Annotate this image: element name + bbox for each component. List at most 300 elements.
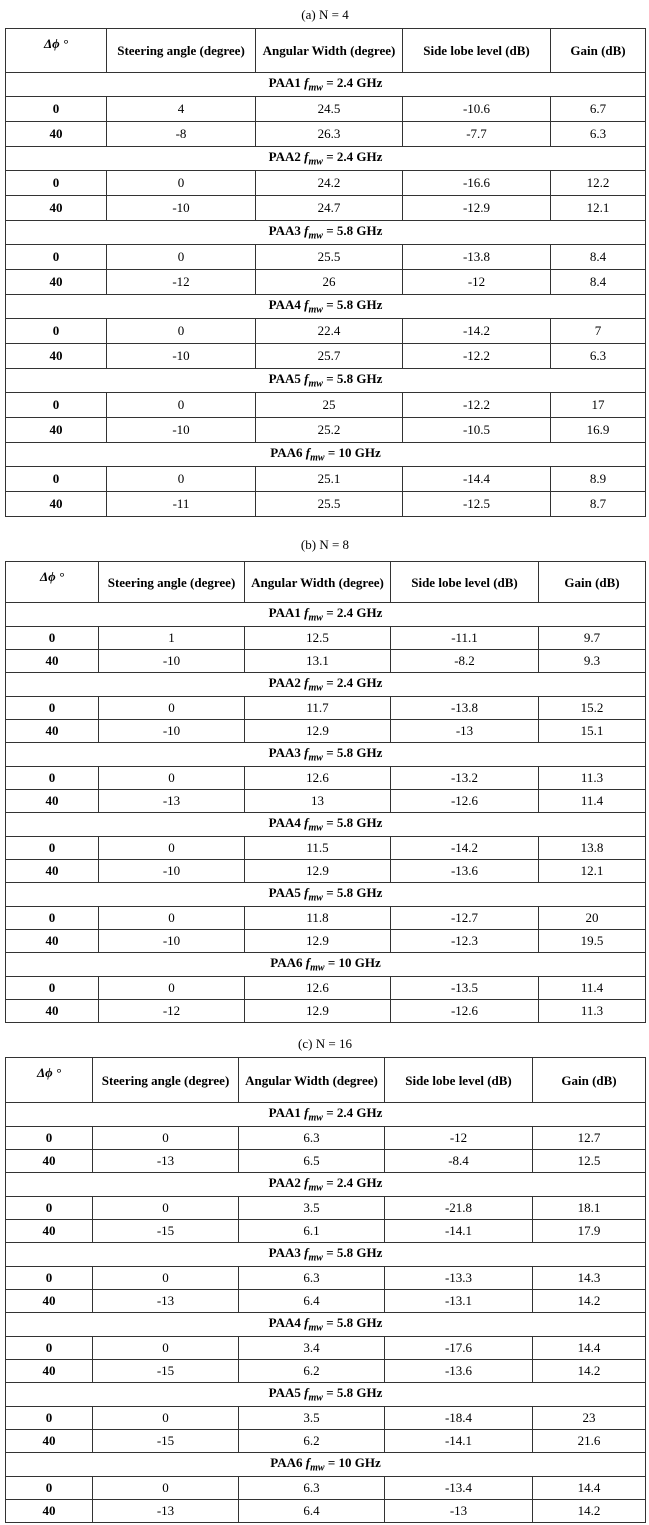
- cell-side-lobe-level: -13: [385, 1500, 533, 1523]
- cell-side-lobe-level: -12.2: [403, 344, 551, 369]
- cell-side-lobe-level: -13.3: [385, 1267, 533, 1290]
- cell-gain: 15.1: [539, 720, 646, 743]
- group-frequency: = 5.8 GHz: [326, 1245, 383, 1261]
- group-row: [6, 743, 646, 767]
- group-frequency: = 10 GHz: [327, 445, 381, 461]
- cell-gain: 20: [539, 907, 646, 930]
- cell-steering-angle: 0: [93, 1127, 239, 1150]
- fmw-symbol: $f_{mw}$: [300, 675, 323, 694]
- group-name: PAA1: [268, 605, 301, 621]
- cell-delta-phi: 0: [6, 1267, 93, 1290]
- cell-delta-phi: 40: [6, 122, 107, 147]
- group-frequency: = 2.4 GHz: [326, 1105, 383, 1121]
- cell-angular-width: 6.1: [239, 1220, 385, 1243]
- cell-delta-phi: 40: [6, 1290, 93, 1313]
- group-name: PAA4: [268, 1315, 301, 1331]
- header-delta-phi: Δϕ °: [6, 29, 107, 73]
- cell-steering-angle: 1: [99, 627, 245, 650]
- group-row: [6, 73, 646, 97]
- cell-gain: 12.1: [551, 196, 646, 221]
- group-row: [6, 673, 646, 697]
- group-name: PAA5: [268, 1385, 301, 1401]
- table-row: [6, 319, 646, 344]
- cell-steering-angle: 4: [107, 97, 256, 122]
- cell-steering-angle: 0: [99, 697, 245, 720]
- cell-gain: 14.3: [533, 1267, 646, 1290]
- group-label: [6, 813, 646, 837]
- cell-delta-phi: 40: [6, 790, 99, 813]
- cell-side-lobe-level: -14.2: [391, 837, 539, 860]
- cell-angular-width: 13: [245, 790, 391, 813]
- group-label: [6, 1453, 646, 1477]
- header-side-lobe-level: Side lobe level (dB): [385, 1058, 533, 1103]
- cell-delta-phi: 0: [6, 627, 99, 650]
- group-name: PAA5: [268, 885, 301, 901]
- cell-side-lobe-level: -13.2: [391, 767, 539, 790]
- group-row: [6, 1243, 646, 1267]
- cell-gain: 14.2: [533, 1500, 646, 1523]
- cell-steering-angle: 0: [93, 1197, 239, 1220]
- cell-side-lobe-level: -10.6: [403, 97, 551, 122]
- group-frequency: = 5.8 GHz: [326, 815, 383, 831]
- cell-delta-phi: 40: [6, 492, 107, 517]
- group-row: [6, 221, 646, 245]
- cell-steering-angle: -10: [107, 418, 256, 443]
- cell-angular-width: 12.9: [245, 1000, 391, 1023]
- cell-steering-angle: 0: [93, 1337, 239, 1360]
- cell-side-lobe-level: -12.6: [391, 790, 539, 813]
- cell-gain: 23: [533, 1407, 646, 1430]
- cell-gain: 14.4: [533, 1337, 646, 1360]
- group-row: [6, 1453, 646, 1477]
- table-row: [6, 1430, 646, 1453]
- cell-delta-phi: 0: [6, 907, 99, 930]
- cell-gain: 6.3: [551, 122, 646, 147]
- cell-steering-angle: -10: [99, 860, 245, 883]
- table-row: [6, 1150, 646, 1173]
- group-row: [6, 603, 646, 627]
- cell-delta-phi: 0: [6, 697, 99, 720]
- table-row: [6, 790, 646, 813]
- cell-angular-width: 12.9: [245, 930, 391, 953]
- cell-delta-phi: 40: [6, 1150, 93, 1173]
- fmw-symbol: $f_{mw}$: [302, 445, 325, 464]
- table-row: [6, 1407, 646, 1430]
- table-caption: (a) N = 4: [301, 7, 349, 22]
- cell-gain: 19.5: [539, 930, 646, 953]
- cell-steering-angle: -10: [107, 344, 256, 369]
- cell-angular-width: 6.2: [239, 1430, 385, 1453]
- cell-steering-angle: -13: [93, 1290, 239, 1313]
- group-frequency: = 5.8 GHz: [326, 885, 383, 901]
- table-row: [6, 97, 646, 122]
- cell-side-lobe-level: -11.1: [391, 627, 539, 650]
- group-frequency: = 2.4 GHz: [326, 149, 383, 165]
- fmw-symbol: $f_{mw}$: [300, 149, 323, 168]
- cell-side-lobe-level: -12.9: [403, 196, 551, 221]
- cell-delta-phi: 0: [6, 1127, 93, 1150]
- cell-gain: 17.9: [533, 1220, 646, 1243]
- header-row: [6, 29, 646, 73]
- group-frequency: = 5.8 GHz: [326, 371, 383, 387]
- cell-side-lobe-level: -13.8: [403, 245, 551, 270]
- cell-gain: 9.7: [539, 627, 646, 650]
- group-label: [6, 295, 646, 319]
- cell-steering-angle: 0: [107, 319, 256, 344]
- header-row: [6, 1058, 646, 1103]
- cell-steering-angle: 0: [99, 837, 245, 860]
- group-label: [6, 1383, 646, 1407]
- cell-side-lobe-level: -12: [403, 270, 551, 295]
- cell-steering-angle: -15: [93, 1430, 239, 1453]
- table-row: [6, 1267, 646, 1290]
- fmw-symbol: $f_{mw}$: [300, 223, 323, 242]
- table-row: [6, 467, 646, 492]
- group-frequency: = 5.8 GHz: [326, 1315, 383, 1331]
- cell-steering-angle: -11: [107, 492, 256, 517]
- cell-delta-phi: 0: [6, 393, 107, 418]
- cell-gain: 11.4: [539, 977, 646, 1000]
- header-angular-width: Angular Width (degree): [245, 562, 391, 603]
- cell-angular-width: 24.2: [256, 171, 403, 196]
- cell-side-lobe-level: -12.6: [391, 1000, 539, 1023]
- fmw-symbol: $f_{mw}$: [302, 1455, 325, 1474]
- group-name: PAA4: [268, 815, 301, 831]
- cell-side-lobe-level: -13: [391, 720, 539, 743]
- table-caption: (c) N = 16: [298, 1036, 352, 1051]
- cell-angular-width: 25: [256, 393, 403, 418]
- table-row: [6, 393, 646, 418]
- cell-steering-angle: -15: [93, 1220, 239, 1243]
- cell-gain: 11.4: [539, 790, 646, 813]
- cell-angular-width: 25.1: [256, 467, 403, 492]
- table-row: [6, 1000, 646, 1023]
- cell-steering-angle: 0: [99, 767, 245, 790]
- group-label: [6, 603, 646, 627]
- cell-delta-phi: 0: [6, 245, 107, 270]
- cell-angular-width: 12.9: [245, 720, 391, 743]
- group-name: PAA3: [268, 223, 301, 239]
- cell-gain: 11.3: [539, 1000, 646, 1023]
- group-label: [6, 221, 646, 245]
- cell-angular-width: 11.5: [245, 837, 391, 860]
- table-block: [5, 6, 645, 517]
- group-label: [6, 1243, 646, 1267]
- cell-side-lobe-level: -14.1: [385, 1220, 533, 1243]
- cell-angular-width: 25.5: [256, 245, 403, 270]
- group-frequency: = 10 GHz: [327, 1455, 381, 1471]
- cell-side-lobe-level: -10.5: [403, 418, 551, 443]
- table-row: [6, 344, 646, 369]
- header-side-lobe-level: Side lobe level (dB): [403, 29, 551, 73]
- cell-angular-width: 25.5: [256, 492, 403, 517]
- fmw-symbol: $f_{mw}$: [300, 1175, 323, 1194]
- cell-delta-phi: 40: [6, 344, 107, 369]
- table-block: [5, 1034, 645, 1523]
- cell-delta-phi: 40: [6, 270, 107, 295]
- table-row: [6, 907, 646, 930]
- table-row: [6, 270, 646, 295]
- cell-angular-width: 6.4: [239, 1290, 385, 1313]
- fmw-symbol: $f_{mw}$: [300, 75, 323, 94]
- cell-delta-phi: 40: [6, 418, 107, 443]
- cell-delta-phi: 0: [6, 1407, 93, 1430]
- cell-side-lobe-level: -13.8: [391, 697, 539, 720]
- cell-angular-width: 6.5: [239, 1150, 385, 1173]
- group-frequency: = 2.4 GHz: [326, 605, 383, 621]
- table-row: [6, 977, 646, 1000]
- cell-delta-phi: 0: [6, 1337, 93, 1360]
- cell-gain: 18.1: [533, 1197, 646, 1220]
- cell-steering-angle: -12: [99, 1000, 245, 1023]
- cell-delta-phi: 0: [6, 837, 99, 860]
- header-side-lobe-level: Side lobe level (dB): [391, 562, 539, 603]
- cell-angular-width: 3.5: [239, 1407, 385, 1430]
- cell-side-lobe-level: -14.1: [385, 1430, 533, 1453]
- table-row: [6, 860, 646, 883]
- cell-steering-angle: -13: [93, 1500, 239, 1523]
- header-gain: Gain (dB): [539, 562, 646, 603]
- cell-side-lobe-level: -21.8: [385, 1197, 533, 1220]
- fmw-symbol: $f_{mw}$: [300, 297, 323, 316]
- cell-angular-width: 3.4: [239, 1337, 385, 1360]
- cell-gain: 12.5: [533, 1150, 646, 1173]
- cell-delta-phi: 0: [6, 467, 107, 492]
- cell-side-lobe-level: -14.4: [403, 467, 551, 492]
- cell-angular-width: 11.8: [245, 907, 391, 930]
- group-frequency: = 10 GHz: [327, 955, 381, 971]
- table-row: [6, 767, 646, 790]
- cell-angular-width: 24.5: [256, 97, 403, 122]
- cell-delta-phi: 0: [6, 767, 99, 790]
- cell-steering-angle: 0: [93, 1407, 239, 1430]
- fmw-symbol: $f_{mw}$: [300, 1245, 323, 1264]
- cell-gain: 21.6: [533, 1430, 646, 1453]
- cell-gain: 8.9: [551, 467, 646, 492]
- cell-gain: 14.4: [533, 1477, 646, 1500]
- group-row: [6, 813, 646, 837]
- cell-side-lobe-level: -12.5: [403, 492, 551, 517]
- cell-delta-phi: 40: [6, 650, 99, 673]
- cell-steering-angle: 0: [107, 393, 256, 418]
- cell-delta-phi: 0: [6, 977, 99, 1000]
- group-label: [6, 1103, 646, 1127]
- group-row: [6, 1173, 646, 1197]
- cell-delta-phi: 40: [6, 1220, 93, 1243]
- cell-angular-width: 3.5: [239, 1197, 385, 1220]
- cell-side-lobe-level: -7.7: [403, 122, 551, 147]
- fmw-symbol: $f_{mw}$: [300, 605, 323, 624]
- header-steering-angle: Steering angle (degree): [99, 562, 245, 603]
- group-row: [6, 1103, 646, 1127]
- group-name: PAA2: [268, 675, 301, 691]
- cell-gain: 16.9: [551, 418, 646, 443]
- group-row: [6, 369, 646, 393]
- cell-angular-width: 12.9: [245, 860, 391, 883]
- group-name: PAA2: [268, 1175, 301, 1191]
- cell-gain: 11.3: [539, 767, 646, 790]
- table-row: [6, 1477, 646, 1500]
- group-frequency: = 5.8 GHz: [326, 745, 383, 761]
- cell-gain: 14.2: [533, 1290, 646, 1313]
- cell-angular-width: 26.3: [256, 122, 403, 147]
- cell-gain: 13.8: [539, 837, 646, 860]
- cell-side-lobe-level: -13.1: [385, 1290, 533, 1313]
- cell-side-lobe-level: -12.7: [391, 907, 539, 930]
- cell-angular-width: 25.7: [256, 344, 403, 369]
- group-label: [6, 369, 646, 393]
- group-row: [6, 443, 646, 467]
- table-caption: (b) N = 8: [300, 537, 350, 552]
- table-row: [6, 627, 646, 650]
- cell-delta-phi: 40: [6, 860, 99, 883]
- cell-steering-angle: -10: [99, 930, 245, 953]
- group-name: PAA6: [270, 955, 303, 971]
- results-table: [5, 561, 646, 1023]
- cell-side-lobe-level: -12.3: [391, 930, 539, 953]
- cell-side-lobe-level: -13.5: [391, 977, 539, 1000]
- cell-angular-width: 26: [256, 270, 403, 295]
- cell-side-lobe-level: -18.4: [385, 1407, 533, 1430]
- cell-side-lobe-level: -8.2: [391, 650, 539, 673]
- cell-delta-phi: 0: [6, 1477, 93, 1500]
- group-label: [6, 883, 646, 907]
- cell-angular-width: 12.6: [245, 767, 391, 790]
- group-name: PAA3: [268, 1245, 301, 1261]
- cell-angular-width: 13.1: [245, 650, 391, 673]
- group-name: PAA3: [268, 745, 301, 761]
- header-delta-phi: Δϕ °: [6, 562, 99, 603]
- cell-gain: 8.7: [551, 492, 646, 517]
- cell-delta-phi: 40: [6, 1000, 99, 1023]
- fmw-symbol: $f_{mw}$: [300, 885, 323, 904]
- cell-side-lobe-level: -14.2: [403, 319, 551, 344]
- results-table: [5, 1057, 646, 1523]
- group-label: [6, 1313, 646, 1337]
- table-row: [6, 196, 646, 221]
- group-name: PAA2: [268, 149, 301, 165]
- fmw-symbol: $f_{mw}$: [300, 815, 323, 834]
- cell-side-lobe-level: -13.6: [385, 1360, 533, 1383]
- group-row: [6, 1383, 646, 1407]
- header-gain: Gain (dB): [551, 29, 646, 73]
- cell-delta-phi: 0: [6, 171, 107, 196]
- cell-gain: 15.2: [539, 697, 646, 720]
- table-row: [6, 837, 646, 860]
- cell-steering-angle: 0: [99, 977, 245, 1000]
- cell-angular-width: 24.7: [256, 196, 403, 221]
- cell-gain: 9.3: [539, 650, 646, 673]
- cell-steering-angle: -15: [93, 1360, 239, 1383]
- group-label: [6, 1173, 646, 1197]
- table-row: [6, 697, 646, 720]
- group-label: [6, 743, 646, 767]
- table-row: [6, 245, 646, 270]
- cell-gain: 12.2: [551, 171, 646, 196]
- table-row: [6, 1500, 646, 1523]
- cell-steering-angle: -10: [107, 196, 256, 221]
- group-frequency: = 5.8 GHz: [326, 297, 383, 313]
- group-row: [6, 295, 646, 319]
- cell-delta-phi: 40: [6, 196, 107, 221]
- table-row: [6, 492, 646, 517]
- group-frequency: = 5.8 GHz: [326, 1385, 383, 1401]
- table-row: [6, 1360, 646, 1383]
- fmw-symbol: $f_{mw}$: [300, 745, 323, 764]
- cell-gain: 12.7: [533, 1127, 646, 1150]
- group-frequency: = 2.4 GHz: [326, 675, 383, 691]
- table-row: [6, 930, 646, 953]
- table-row: [6, 122, 646, 147]
- cell-delta-phi: 0: [6, 319, 107, 344]
- cell-angular-width: 25.2: [256, 418, 403, 443]
- cell-side-lobe-level: -8.4: [385, 1150, 533, 1173]
- group-frequency: = 2.4 GHz: [326, 1175, 383, 1191]
- cell-steering-angle: 0: [107, 171, 256, 196]
- cell-gain: 6.7: [551, 97, 646, 122]
- cell-delta-phi: 40: [6, 930, 99, 953]
- fmw-symbol: $f_{mw}$: [302, 955, 325, 974]
- cell-angular-width: 6.2: [239, 1360, 385, 1383]
- cell-steering-angle: -8: [107, 122, 256, 147]
- cell-delta-phi: 40: [6, 1360, 93, 1383]
- cell-side-lobe-level: -12.2: [403, 393, 551, 418]
- cell-gain: 12.1: [539, 860, 646, 883]
- table-row: [6, 1127, 646, 1150]
- header-angular-width: Angular Width (degree): [239, 1058, 385, 1103]
- header-angular-width: Angular Width (degree): [256, 29, 403, 73]
- group-frequency: = 5.8 GHz: [326, 223, 383, 239]
- cell-side-lobe-level: -13.4: [385, 1477, 533, 1500]
- table-row: [6, 1197, 646, 1220]
- cell-gain: 14.2: [533, 1360, 646, 1383]
- cell-delta-phi: 40: [6, 1500, 93, 1523]
- group-label: [6, 953, 646, 977]
- header-delta-phi: Δϕ °: [6, 1058, 93, 1103]
- group-name: PAA4: [268, 297, 301, 313]
- table-row: [6, 418, 646, 443]
- header-gain: Gain (dB): [533, 1058, 646, 1103]
- cell-angular-width: 6.3: [239, 1477, 385, 1500]
- header-steering-angle: Steering angle (degree): [93, 1058, 239, 1103]
- group-name: PAA5: [268, 371, 301, 387]
- group-name: PAA1: [268, 1105, 301, 1121]
- group-row: [6, 883, 646, 907]
- cell-delta-phi: 0: [6, 1197, 93, 1220]
- group-row: [6, 953, 646, 977]
- results-table: [5, 28, 646, 517]
- fmw-symbol: $f_{mw}$: [300, 1385, 323, 1404]
- cell-angular-width: 12.6: [245, 977, 391, 1000]
- fmw-symbol: $f_{mw}$: [300, 371, 323, 390]
- group-label: [6, 673, 646, 697]
- cell-gain: 8.4: [551, 245, 646, 270]
- cell-steering-angle: -13: [99, 790, 245, 813]
- group-label: [6, 73, 646, 97]
- fmw-symbol: $f_{mw}$: [300, 1315, 323, 1334]
- cell-side-lobe-level: -17.6: [385, 1337, 533, 1360]
- cell-steering-angle: 0: [107, 245, 256, 270]
- cell-steering-angle: 0: [99, 907, 245, 930]
- cell-delta-phi: 40: [6, 720, 99, 743]
- cell-angular-width: 11.7: [245, 697, 391, 720]
- cell-angular-width: 6.3: [239, 1267, 385, 1290]
- group-name: PAA1: [268, 75, 301, 91]
- cell-steering-angle: 0: [93, 1477, 239, 1500]
- group-row: [6, 147, 646, 171]
- table-row: [6, 1337, 646, 1360]
- cell-side-lobe-level: -12: [385, 1127, 533, 1150]
